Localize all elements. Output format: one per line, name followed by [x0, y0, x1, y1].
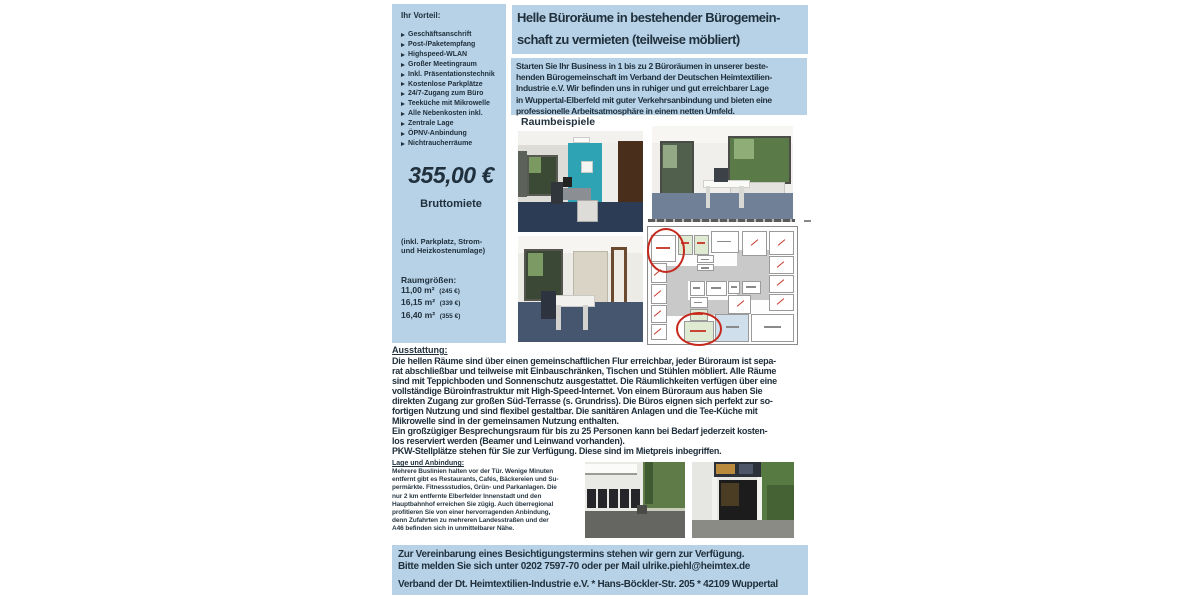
rent-price-label: Bruttomiete [420, 197, 482, 210]
benefit-item: Kostenlose Parkplätze [401, 80, 501, 90]
location-section: Lage und Anbindung: Mehrere Buslinien halten vor der Tür. Wenige Minuten entfernt gibt es Restaurants, Cafés, Bäckereien und Su- permärkte. Fitnessstudios, Grün- und Parkanlagen. Die nur 2 km entfernte Elberfelder Innenstadt und den Hauptbahnhof erreichen Sie zügig. Auch überregional profitieren Sie von einer hervorragenden Anbindung, denn Zufahrten zu mehreren Landesstraßen und der A46 befinden sich in unmittelbarer Nähe. [392, 460, 588, 534]
arrow-bullet-icon [401, 73, 405, 77]
page-title: Helle Büroräume in bestehender Bürogemein- schaft zu vermieten (teilweise möbliert) [512, 5, 808, 54]
marked-room-ellipse [647, 228, 685, 273]
benefits-sidebar [392, 4, 506, 343]
gallery-heading: Raumbeispiele [521, 116, 596, 128]
office-photo-blue-carpet [518, 236, 643, 342]
arrow-bullet-icon [401, 63, 405, 67]
arrow-bullet-icon [401, 112, 405, 116]
price-note: (inkl. Parkplatz, Strom- und Heizkostenumlage) [401, 236, 486, 255]
floor-plan [647, 226, 798, 345]
marked-room-ellipse [676, 312, 722, 345]
arrow-bullet-icon [401, 122, 405, 126]
sidebar-heading: Ihr Vorteil: [401, 11, 441, 20]
benefit-item: 24/7-Zugang zum Büro [401, 89, 501, 99]
address-line: Verband der Dt. Heimtextilien-Industrie e.V. * Hans-Böckler-Str. 205 * 42109 Wuppertal [398, 579, 778, 590]
intro-paragraph: Starten Sie Ihr Business in 1 bis zu 2 Büroräumen in unserer beste- henden Bürogemeinschaft im Verband der Deutschen Heimtextilien- Industrie e.V. Wir befinden uns in ruhiger und gut erreichbarer Lage in Wuppertal-Elberfeld mit guter Verkehrsanbindung und bieten eine professionelle Arbeitsatmosphäre in einem netten Umfeld. [511, 58, 807, 115]
room-size-row: 11,00 m² (245 €) [401, 284, 460, 295]
arrow-bullet-icon [401, 53, 405, 57]
contact-line: Zur Vereinbarung eines Besichtigungstermins stehen wir gern zur Verfügung. [398, 549, 745, 560]
benefit-item: Inkl. Präsentationstechnik [401, 70, 501, 80]
benefit-item: Teeküche mit Mikrowelle [401, 99, 501, 109]
benefit-item: Geschäftsanschrift [401, 30, 501, 40]
arrow-bullet-icon [401, 102, 405, 106]
floor-plan-caption [648, 219, 795, 222]
benefit-item: Großer Meetingraum [401, 60, 501, 70]
building-exterior-photo [585, 462, 685, 538]
room-size-row: 16,40 m² (355 €) [401, 310, 461, 321]
arrow-bullet-icon [401, 142, 405, 146]
arrow-bullet-icon [401, 43, 405, 47]
contact-footer [392, 545, 808, 595]
benefit-item: Zentrale Lage [401, 119, 501, 129]
office-photo-teal-wall [518, 131, 643, 232]
benefit-item: Nichtraucherräume [401, 139, 501, 149]
location-heading: Lage und Anbindung: [392, 460, 465, 467]
benefit-item: Alle Nebenkosten inkl. [401, 109, 501, 119]
rent-price: 355,00 € [408, 161, 494, 188]
arrow-bullet-icon [401, 82, 405, 86]
arrow-bullet-icon [401, 33, 405, 37]
benefit-item: ÖPNV-Anbindung [401, 129, 501, 139]
arrow-bullet-icon [401, 92, 405, 96]
features-section: Ausstattung: Die hellen Räume sind über einen gemeinschaftlichen Flur erreichbar, jeder Büroraum ist sepa- rat abschließbar und teilweise mit Einbauschränken, Tischen und Stühlen möbliert. Alle Räume sind mit Teppichboden und Sonnenschutz ausgestattet. Die Räumlichkeiten verfügen über eine vollständige Büroinfrastruktur mit High-Speed-Internet. Von einem Büroraum aus haben Sie direkten Zugang zur großen Süd-Terrasse (s. Grundriss). Die Büros eignen sich perfekt zur so- fortigen Nutzung und sind flexibel gestaltbar. Die sanitären Anlagen und die Tee-Küche mit Mikrowelle sind in der gemeinsamen Nutzung enthalten. Ein großzügiger Besprechungsraum für bis zu 25 Personen kann bei Bedarf jederzeit kosten- los reserviert werden (Beamer und Leinwand vorhanden). PKW-Stellplätze stehen für Sie zur Verfügung. Diese sind im Mietpreis inbegriffen. [392, 345, 810, 456]
room-size-row: 16,15 m² (339 €) [401, 297, 461, 308]
room-sizes-heading: Raumgrößen: [401, 274, 457, 285]
benefit-item: Post-/Paketempfang [401, 40, 501, 50]
benefit-item: Highspeed-WLAN [401, 50, 501, 60]
contact-line-phone-email: Bitte melden Sie sich unter 0202 7597-70 oder per Mail ulrike.piehl@heimtex.de [398, 560, 751, 572]
features-heading: Ausstattung: [392, 345, 448, 355]
arrow-bullet-icon [401, 132, 405, 136]
building-entrance-photo [692, 462, 794, 538]
caption-dash [804, 220, 811, 222]
office-photo-white-table [652, 126, 793, 222]
